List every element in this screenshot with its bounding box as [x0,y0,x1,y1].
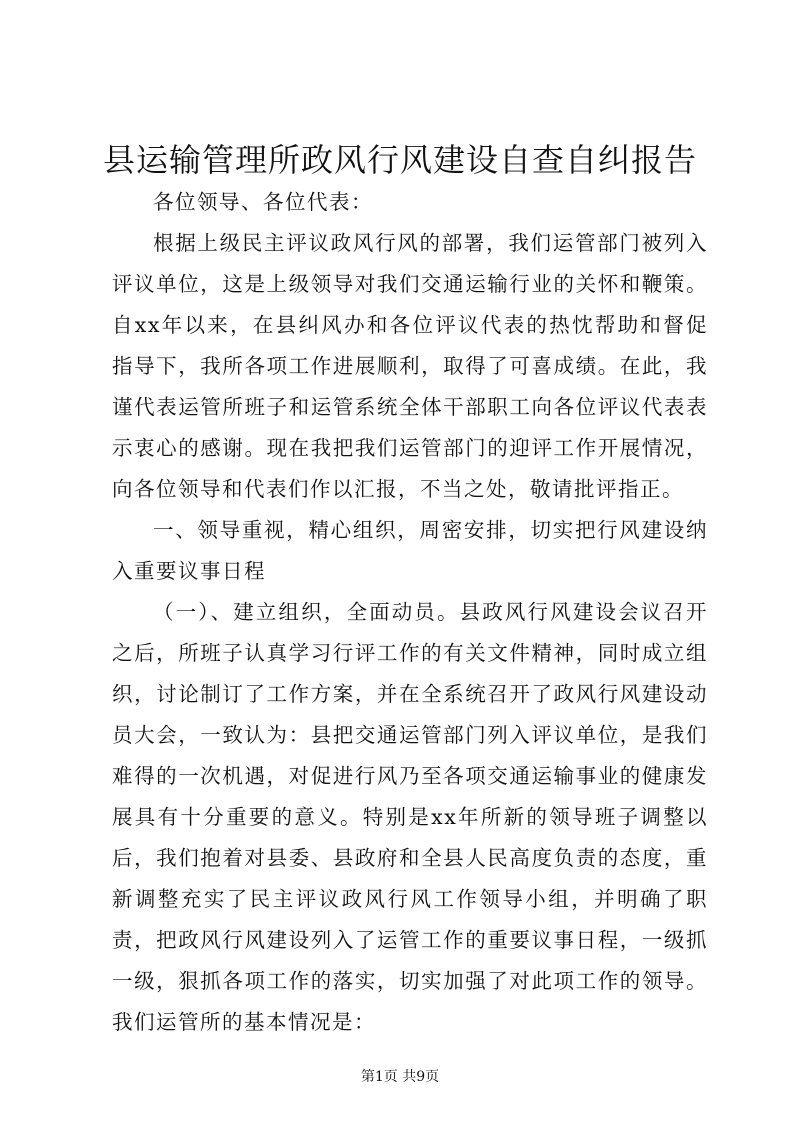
document-body [112,182,708,1043]
salutation-paragraph: 各位领导、各位代表： [153,190,373,214]
document-title: 县运输管理所政风行风建设自查自纠报告 [102,141,697,179]
page-number-footer: 第1页 共9页 [360,1069,440,1085]
intro-paragraph: 根据上级民主评议政风行风的部署，我们运管部门被列入评议单位，这是上级领导对我们交通运输行业的关怀和鞭策。自xx年以来，在县纠风办和各位评议代表的热忱帮助和督促指导下，我所各项工作进展顺利，取得了可喜成绩。在此，我谨代表运管所班子和运管系统全体干部职工向各位评议代表表示衷心的感谢。现在我把我们运管部门的迎评工作开展情况，向各位领导和代表们作以汇报，不当之处，敬请批评指正。 [112,231,708,501]
subsection-paragraph: （一）、建立组织，全面动员。县政风行风建设会议召开之后，所班子认真学习行评工作的有关文件精神，同时成立组织，讨论制订了工作方案，并在全系统召开了政风行风建设动员大会，一致认为：县把交通运管部门列入评议单位，是我们难得的一次机遇，对促进行风乃至各项交通运输事业的健康发展具有十分重要的意义。特别是xx年所新的领导班子调整以后，我们抱着对县委、县政府和全县人民高度负责的态度，重新调整充实了民主评议政风行风工作领导小组，并明确了职责，把政风行风建设列入了运管工作的重要议事日程，一级抓一级，狠抓各项工作的落实，切实加强了对此项工作的领导。我们运管所的基本情况是： [112,600,708,1034]
section-heading-paragraph: 一、领导重视，精心组织，周密安排，切实把行风建设纳入重要议事日程 [112,518,708,583]
